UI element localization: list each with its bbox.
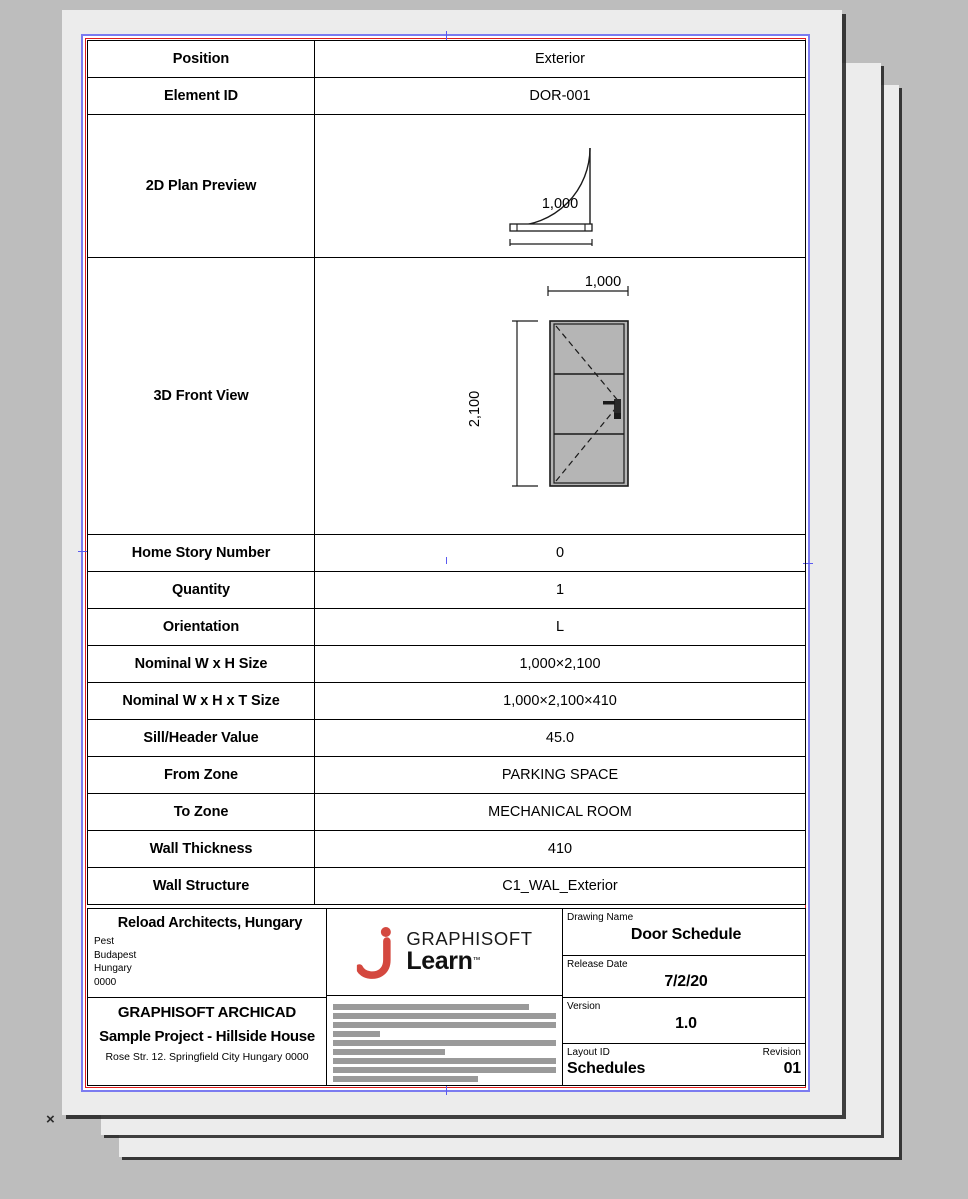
row-value-nominal-wht-size: 1,000×2,100×410 [315, 683, 806, 720]
row-label-from-zone: From Zone [88, 757, 315, 794]
row-value-wall-structure: C1_WAL_Exterior [315, 868, 806, 905]
version-value: 1.0 [675, 1015, 697, 1032]
layout-id-value: Schedules [567, 1060, 646, 1077]
office-name: Reload Architects, Hungary [117, 915, 303, 931]
table-row[interactable] [88, 609, 806, 646]
table-row[interactable] [88, 41, 806, 78]
plan-width-dimension-label: 1,000 [541, 196, 579, 212]
project-info-cell [88, 998, 326, 1085]
row-label-quantity: Quantity [88, 572, 315, 609]
table-row[interactable] [88, 720, 806, 757]
table-row[interactable] [88, 868, 806, 905]
front-height-dimension-label: 2,100 [467, 390, 483, 428]
placeholder-bar [333, 1058, 556, 1064]
release-date-label: Release Date [567, 959, 628, 970]
logo-word-graphisoft: GRAPHISOFT [406, 928, 533, 950]
front-width-dimension-label: 1,000 [584, 274, 622, 290]
project-company: GRAPHISOFT ARCHICAD [117, 1004, 297, 1021]
row-value-from-zone: PARKING SPACE [315, 757, 806, 794]
table-row[interactable] [88, 78, 806, 115]
graphisoft-j-swoosh-icon [356, 925, 396, 979]
row-label-3d-front-view: 3D Front View [88, 258, 315, 535]
door-front-elevation-drawing [420, 271, 700, 521]
title-block[interactable] [87, 908, 806, 1086]
row-value-nominal-wh-size: 1,000×2,100 [315, 646, 806, 683]
placeholder-bar [333, 1076, 478, 1082]
table-row[interactable] [88, 115, 806, 258]
row-label-wall-structure: Wall Structure [88, 868, 315, 905]
row-value-quantity: 1 [315, 572, 806, 609]
row-value-to-zone: MECHANICAL ROOM [315, 794, 806, 831]
logo-word-learn: Learn [406, 946, 473, 975]
row-value-wall-thickness: 410 [315, 831, 806, 868]
placeholder-bar [333, 1004, 529, 1010]
row-label-position: Position [88, 41, 315, 78]
row-value-home-story-number: 0 [315, 535, 806, 572]
placeholder-bar [333, 1049, 445, 1055]
drawing-name-label: Drawing Name [567, 912, 634, 923]
table-row[interactable] [88, 646, 806, 683]
row-value-orientation: L [315, 609, 806, 646]
version-cell [563, 998, 805, 1044]
office-info-cell [88, 909, 326, 998]
table-row[interactable] [88, 757, 806, 794]
row-label-sill-header-value: Sill/Header Value [88, 720, 315, 757]
row-value-3d-front-view[interactable] [315, 258, 806, 535]
cursor-marker: × [46, 1111, 55, 1128]
row-value-sill-header-value: 45.0 [315, 720, 806, 757]
frame-tick-bottom [446, 1085, 447, 1095]
logo-cell [327, 909, 562, 996]
row-value-2d-plan-preview[interactable] [315, 115, 806, 258]
placeholder-bar [333, 1031, 380, 1037]
drawing-name-cell [563, 909, 805, 956]
row-value-position: Exterior [315, 41, 806, 78]
project-name: Sample Project - Hillside House [99, 1028, 315, 1045]
office-address-line-2: Budapest [94, 949, 137, 961]
row-label-home-story-number: Home Story Number [88, 535, 315, 572]
placeholder-text-bars [327, 996, 562, 1085]
table-row[interactable] [88, 831, 806, 868]
row-label-wall-thickness: Wall Thickness [88, 831, 315, 868]
placeholder-bar [333, 1013, 556, 1019]
title-block-left-column [88, 909, 327, 1085]
row-label-2d-plan-preview: 2D Plan Preview [88, 115, 315, 258]
release-date-cell [563, 956, 805, 998]
row-label-element-id: Element ID [88, 78, 315, 115]
office-address-line-4: 0000 [94, 976, 117, 988]
layout-id-revision-cell [563, 1044, 805, 1085]
revision-label: Revision [762, 1047, 801, 1058]
row-label-nominal-wh-size: Nominal W x H Size [88, 646, 315, 683]
placeholder-bar [333, 1022, 556, 1028]
row-label-to-zone: To Zone [88, 794, 315, 831]
table-row[interactable] [88, 535, 806, 572]
door-schedule-table[interactable] [87, 40, 806, 905]
layout-frame[interactable] [81, 34, 810, 1092]
table-row[interactable] [88, 794, 806, 831]
graphisoft-learn-wordmark [406, 930, 532, 974]
table-row[interactable] [88, 258, 806, 535]
layout-id-label: Layout ID [567, 1047, 610, 1058]
placeholder-bar [333, 1067, 556, 1073]
title-block-middle-column [327, 909, 563, 1085]
drawing-name-value: Door Schedule [630, 926, 742, 943]
table-row[interactable] [88, 572, 806, 609]
office-address-line-1: Pest [94, 936, 115, 947]
project-address: Rose Str. 12. Springfield City Hungary 0000 [105, 1051, 309, 1063]
row-value-element-id: DOR-001 [315, 78, 806, 115]
placeholder-bar [333, 1040, 556, 1046]
version-label: Version [567, 1001, 601, 1012]
row-label-orientation: Orientation [88, 609, 315, 646]
revision-value: 01 [783, 1060, 801, 1077]
title-block-right-column [563, 909, 805, 1085]
office-address-line-3: Hungary [94, 963, 132, 974]
row-label-nominal-wht-size: Nominal W x H x T Size [88, 683, 315, 720]
door-plan-drawing [460, 126, 660, 246]
release-date-value: 7/2/20 [664, 973, 708, 990]
logo-trademark: ™ [472, 955, 481, 965]
table-row[interactable] [88, 683, 806, 720]
